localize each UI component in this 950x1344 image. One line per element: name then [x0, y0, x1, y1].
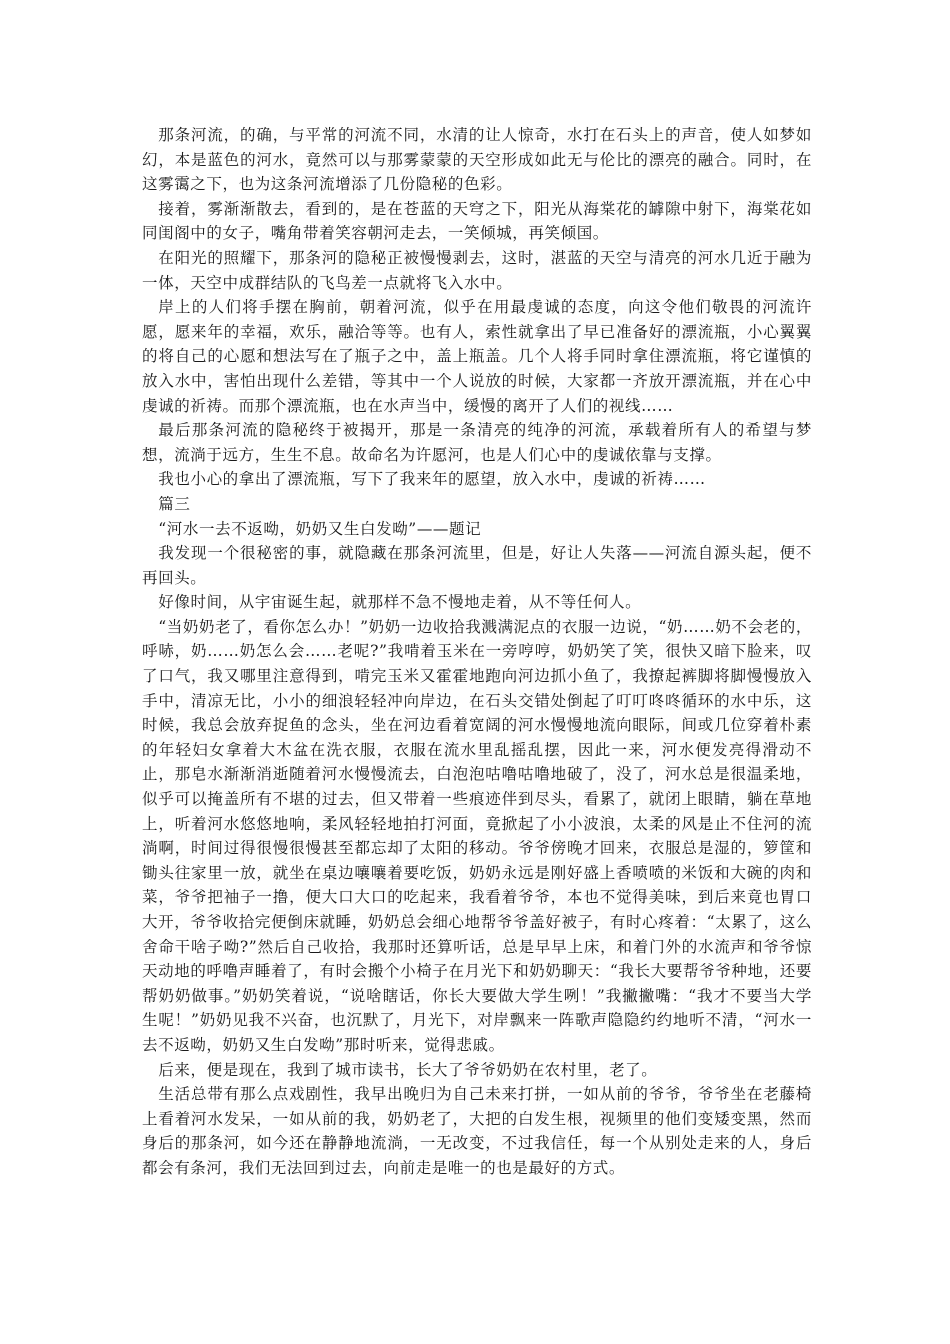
- paragraph: 最后那条河流的隐秘终于被揭开，那是一条清亮的纯净的河流，承载着所有人的希望与梦想，流淌于远方，生生不息。故命名为许愿河，也是人们心中的虔诚依靠与支撑。: [142, 421, 812, 464]
- paragraph: 我发现一个很秘密的事，就隐藏在那条河流里，但是，好让人失落——河流自源头起，便不再回头。: [142, 544, 812, 587]
- paragraph: 我也小心的拿出了漂流瓶，写下了我来年的愿望，放入水中，虔诚的祈祷……: [158, 470, 706, 489]
- epigraph: “河水一去不返呦，奶奶又生白发呦”——题记: [158, 519, 482, 538]
- paragraph: 接着，雾渐渐散去，看到的，是在苍蓝的天穹之下，阳光从海棠花的罅隙中射下，海棠花如同闺阁中的女子，嘴角带着笑容朝河走去，一笑倾城，再笑倾国。: [142, 199, 812, 243]
- section-heading: 篇三: [158, 494, 191, 513]
- paragraph: 后来，便是现在，我到了城市读书，长大了爷爷奶奶在农村里，老了。: [158, 1060, 658, 1079]
- paragraph: 好像时间，从宇宙诞生起，就那样不急不慢地走着，从不等任何人。: [158, 593, 642, 612]
- essay-body: [142, 123, 812, 1181]
- paragraph: 那条河流，的确，与平常的河流不同，水清的让人惊奇，水打在石头上的声音，使人如梦如幻，本是蓝色的河水，竟然可以与那雾蒙蒙的天空形成如此无与伦比的漂亮的融合。同时，在这雾霭之下，也为这条河流增添了几份隐秘的色彩。: [142, 126, 812, 194]
- paragraph: 岸上的人们将手摆在胸前，朝着河流，似乎在用最虔诚的态度，向这令他们敬畏的河流许愿，愿来年的幸福，欢乐，融洽等等。也有人，索性就拿出了早已准备好的漂流瓶，小心翼翼的将自己的心愿和想法写在了瓶子之中，盖上瓶盖。几个人将手同时拿住漂流瓶，将它谨慎的放入水中，害怕出现什么差错，等其中一个人说放的时候，大家都一齐放开漂流瓶，并在心中虔诚的祈祷。而那个漂流瓶，也在水声当中，缓慢的离开了人们的视线……: [142, 298, 812, 415]
- paragraph: 生活总带有那么点戏剧性，我早出晚归为自己未来打拼，一如从前的爷爷，爷爷坐在老藤椅上看着河水发呆，一如从前的我，奶奶老了，大把的白发生根，视频里的他们变矮变黑，然而身后的那条河，如今还在静静地流淌，一无改变，不过我信任，每一个从别处走来的人，身后都会有条河，我们无法回到过去，向前走是唯一的也是最好的方式。: [142, 1085, 812, 1177]
- paragraph: 在阳光的照耀下，那条河的隐秘正被慢慢剥去，这时，湛蓝的天空与清亮的河水几近于融为一体，天空中成群结队的飞鸟差一点就将飞入水中。: [142, 248, 812, 292]
- paragraph: “当奶奶老了，看你怎么办！”奶奶一边收拾我溅满泥点的衣服一边说，“奶……奶不会老的，呼哧，奶……奶怎么会……老呢?”我啃着玉米在一旁哼哼，奶奶笑了笑，很快又暗下脸来，叹了口气，我又哪里注意得到，啃完玉米又霍霍地跑向河边抓小鱼了，我撩起裤脚将脚慢慢放入手中，清凉无比，小小的细浪轻轻冲向岸边，在石头交错处倒起了叮叮咚咚循环的水中乐，这时候，我总会放弃捉鱼的念头，坐在河边看着宽阔的河水慢慢地流向眼际，间或几位穿着朴素的年轻妇女拿着大木盆在洗衣服，衣服在流水里乱摇乱摆，因此一来，河水便发亮得滑动不止，那皂水渐渐消逝随着河水慢慢流去，白泡泡咕噜咕噜地破了，没了，河水总是很温柔地，似乎可以掩盖所有不堪的过去，但又带着一些痕迹伴到尽头，看累了，就闭上眼睛，躺在草地上，听着河水悠悠地响，柔风轻轻地拍打河面，竟掀起了小小波浪，太柔的风是止不住河的流淌啊，时间过得很慢很慢甚至都忘却了太阳的移动。爷爷傍晚才回来，衣服总是湿的，箩筐和锄头往家里一放，就坐在桌边嚷嚷着要吃饭，奶奶永远是刚好盛上香喷喷的米饭和大碗的肉和菜，爷爷把袖子一撸，便大口大口的吃起来，我看着爷爷，本也不觉得美味，到后来竟也胃口大开，爷爷收拾完便倒床就睡，奶奶总会细心地帮爷爷盖好被子，有时心疼着：“太累了，这么舍命干啥子呦?”然后自己收拾，我那时还算听话，总是早早上床，和着门外的水流声和爷爷惊天动地的呼噜声睡着了，有时会搬个小椅子在月光下和奶奶聊天：“我长大要帮爷爷种地，还要帮奶奶做事。”奶奶笑着说，“说啥瞎话，你长大要做大学生咧！”我撇撇嘴：“我才不要当大学生呢！”奶奶见我不兴奋，也沉默了，月光下，对岸飘来一阵歌声隐隐约约地听不清，“河水一去不返呦，奶奶又生白发呦”那时听来，觉得悲戚。: [142, 617, 812, 1054]
